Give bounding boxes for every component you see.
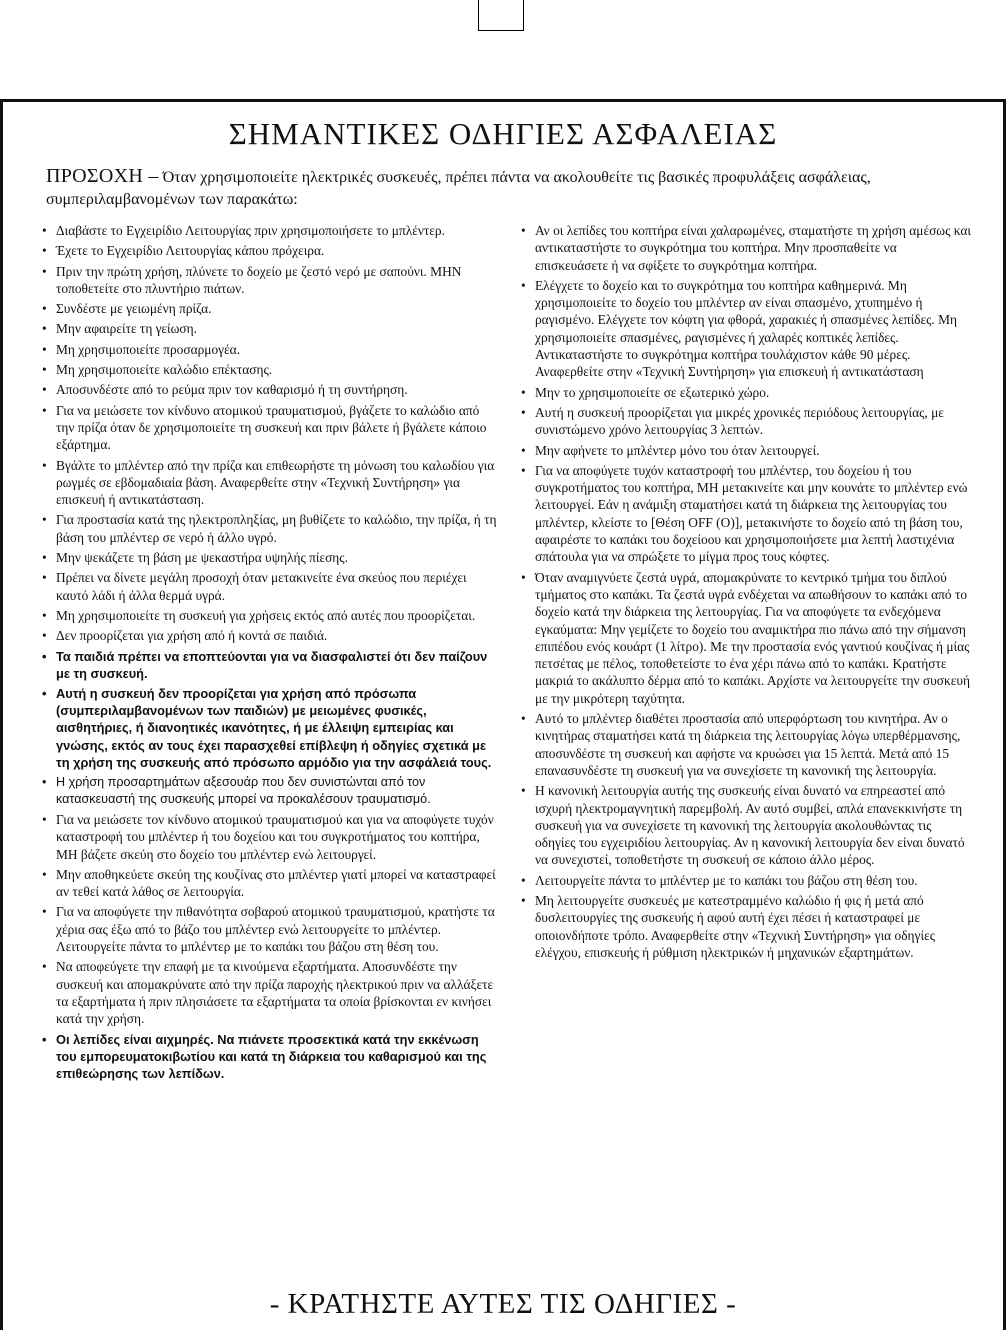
list-item: • Συνδέστε με γειωμένη πρίζα. [37, 300, 499, 317]
footer-keep-instructions: - ΚΡΑΤΗΣΤΕ ΑΥΤΕΣ ΤΙΣ ΟΔΗΓΙΕΣ - [269, 1288, 737, 1320]
list-item: • Έχετε το Εγχειρίδιο Λειτουργίας κάπου πρόχειρα. [37, 242, 499, 259]
list-item: • Μη λειτουργείτε συσκευές με κατεστραμμένο καλώδιο ή φις ή μετά από δυσλειτουργίες της συσκευής ή αφού αυτή έχει πέσει ή καταστραφεί με οποιονδήποτε τρόπο. Αναφερθείτε στην «Τεχνική Συντήρηση» για οδηγίες ελέγχου, επισκευής ή ρύθμιση ηλεκτρικών ή μηχανικών εξαρτημάτων. [516, 892, 972, 961]
list-item: • Για να μειώσετε τον κίνδυνο ατομικού τραυματισμού, βγάζετε το καλώδιο από την πρίζα όταν δε χρησιμοποιείτε τη συσκευή και πριν βάλετε ή βγάλετε κάποιο εξάρτημα. [37, 402, 499, 454]
list-item: • Πριν την πρώτη χρήση, πλύνετε το δοχείο με ζεστό νερό με σαπούνι. ΜΗΝ τοποθετείτε στο πλυντήριο πιάτων. [37, 263, 499, 298]
list-item: • Μην αφαιρείτε τη γείωση. [37, 320, 499, 337]
warning-lead: ΠΡΟΣΟΧΗ – [46, 165, 159, 187]
list-item: • Μη χρησιμοποιείτε καλώδιο επέκτασης. [37, 361, 499, 378]
warning-paragraph [46, 165, 946, 211]
warning-text: Όταν χρησιμοποιείτε ηλεκτρικές συσκευές, πρέπει πάντα να ακολουθείτε τις βασικές προφυλάξεις ασφάλειας, συμπεριλαμβανομένων των παρακάτω: [46, 169, 871, 208]
list-item: • Αυτή η συσκευή προορίζεται για μικρές χρονικές περιόδους λειτουργίας, με συνιστώμενο χρόνο λειτουργίας 3 λεπτών. [516, 404, 972, 439]
list-item: • Βγάλτε το μπλέντερ από την πρίζα και επιθεωρήστε τη μόνωση του καλωδίου για ρωγμές σε εβδομαδιαία βάση. Αναφερθείτε στην «Τεχνική Συντήρηση» για επισκευή ή αντικατάσταση. [37, 457, 499, 509]
list-item: • Αν οι λεπίδες του κοπτήρα είναι χαλαρωμένες, σταματήστε τη χρήση αμέσως και αντικαταστήστε το συγκρότημα του κοπτήρα. Μην προσπαθείτε να επισκευάσετε ή να σφίξετε το συγκρότημα κοπτήρα. [516, 222, 972, 274]
list-item: • Η κανονική λειτουργία αυτής της συσκευής είναι δυνατό να επηρεαστεί από ισχυρή ηλεκτρομαγνητική παρεμβολή. Αν αυτό συμβεί, απλά επανεκκινήστε τη συσκευή για να συνεχίσετε τη κανονική της λειτουργία ακολουθώντας τις οδηγίες του εγχειριδίου λειτουργίας. Αν η κανονική λειτουργία δεν είναι δυνατό να συνεχιστεί, τοποθετήστε τη συσκευή σε κάποιο άλλο μέρος. [516, 782, 972, 868]
list-item: • Αυτό το μπλέντερ διαθέτει προστασία από υπερφόρτωση του κινητήρα. Αν ο κινητήρας σταματήσει κατά τη διάρκεια της λειτουργίας λόγω υπερθέρμανσης, αποσυνδέστε τη συσκευή και αφήστε να κρυώσει για 15 λεπτά. Μετά από 15 επανασυνδέστε τη συσκευή για να συνεχίσετε τη κανονική της λειτουργία. [516, 710, 972, 779]
page-title: ΣΗΜΑΝΤΙΚΕΣ ΟΔΗΓΙΕΣ ΑΣΦΑΛΕΙΑΣ [228, 116, 778, 151]
list-item: • Δεν προορίζεται για χρήση από ή κοντά σε παιδιά. [37, 627, 499, 644]
list-item: • Για προστασία κατά της ηλεκτροπληξίας, μη βυθίζετε το καλώδιο, την πρίζα, ή τη βάση του μπλέντερ σε νερό ή άλλο υγρό. [37, 511, 499, 546]
list-item: • Όταν αναμιγνύετε ζεστά υγρά, απομακρύνατε το κεντρικό τμήμα του διπλού τμήματος στο καπάκι. Τα ζεστά υγρά ενδέχεται να απωθήσουν το καπάκι από το δοχείο κατά την διάρκεια της λειτουργίας. Για να αποφύγετε τα ενδεχόμενα εγκαύματα: Μην γεμίζετε το δοχείο του αναμικτήρα πιο πάνω από την σήμανση επιπέδου ενός κουάρτ (1 λίτρο). Με την προστασία ενός γαντιού κουζίνας ή μίας πετσέτας με πέλος, τοποθετείστε το ένα χέρι πάνω από το καπάκι. Κρατήστε μακριά το ακάλυπτο δέρμα από το καπάκι. Αρχίστε να λειτουργείτε την συσκευή με την μικρότερη ταχύτητα. [516, 569, 972, 707]
list-item: • Για να μειώσετε τον κίνδυνο ατομικού τραυματισμού και για να αποφύγετε τυχόν καταστροφή του μπλέντερ ή του δοχείου και του συγκροτήματος του κοπτήρα, ΜΗ βάζετε σκεύη στο δοχείο του μπλέντερ ενώ λειτουργεί. [37, 811, 499, 863]
list-item: • Διαβάστε το Εγχειρίδιο Λειτουργίας πριν χρησιμοποιήσετε το μπλέντερ. [37, 222, 499, 239]
list-item: • Για να αποφύγετε τυχόν καταστροφή του μπλέντερ, του δοχείου ή του συγκροτήματος του κοπτήρα, ΜΗ μετακινείτε και μην κουνάτε το μπλέντερ ενώ λειτουργεί. Εάν η ανάμιξη σταματήσει κατά τη διάρκεια της λειτουργίας του μπλέντερ, κλείστε το [Θέση OFF (O)], μετακινήστε το δοχείο από τη βάση του, αφαιρέστε το καπάκι του δοχείοου και χρησιμοποιήσετε μια λεπτή λαστιχένια σπάτουλα για να σπρώξετε το μίγμα προς τους κόφτες. [516, 462, 972, 566]
list-item-capabilities-warning: • Αυτή η συσκευή δεν προορίζεται για χρήση από πρόσωπα (συμπεριλαμβανομένων των παιδιών) με μειωμένες φυσικές, αισθητήριες, ή διανοητικές ικανότητες, ή με έλλειψη εμπειρίας και γνώσης, εκτός αν τους έχει παρασχεθεί επίβλεψη ή οδηγίες σχετικά με τη χρήση της συσκευής από πρόσωπο αρμόδιο για την ασφάλειά τους. [37, 685, 499, 771]
right-column-list [516, 222, 972, 964]
list-item: • Μην αφήνετε το μπλέντερ μόνο του όταν λειτουργεί. [516, 442, 972, 459]
list-item-accessories: • Η χρήση προσαρτημάτων αξεσουάρ που δεν συνιστώνται από τον κατασκευαστή της συσκευής μπορεί να προκαλέσουν τραυματισμό. [37, 774, 499, 808]
list-item: • Μη χρησιμοποιείτε τη συσκευή για χρήσεις εκτός από αυτές που προορίζεται. [37, 607, 499, 624]
list-item: • Για να αποφύγετε την πιθανότητα σοβαρού ατομικού τραυματισμού, κρατήστε τα χέρια σας έξω από το βάζο του μπλέντερ ενώ λειτουργείτε το μπλέντερ. Λειτουργείτε πάντα το μπλέντερ με το καπάκι του βάζου στη θέση του. [37, 903, 499, 955]
page-number-box [478, 0, 524, 31]
list-item-children-warning: • Τα παιδιά πρέπει να εποπτεύονται για να διασφαλιστεί ότι δεν παίζουν με τη συσκευή. [37, 648, 499, 682]
list-item: • Λειτουργείτε πάντα το μπλέντερ με το καπάκι του βάζου στη θέση του. [516, 872, 972, 889]
list-item: • Να αποφεύγετε την επαφή με τα κινούμενα εξαρτήματα. Αποσυνδέστε την συσκευή και απομακρύνατε από την πρίζα παροχής ηλεκτρικού πριν να αλλάξετε τα εξαρτήματα ή πριν πλησιάσετε τα εξαρτήματα τα οποία βρίσκονται εν κινήσει κατά την χρήση. [37, 958, 499, 1027]
left-column-list [37, 222, 499, 1085]
list-item: • Αποσυνδέστε από το ρεύμα πριν τον καθαρισμό ή τη συντήρηση. [37, 381, 499, 398]
list-item: • Μη χρησιμοποιείτε προσαρμογέα. [37, 341, 499, 358]
list-item: • Ελέγχετε το δοχείο και το συγκρότημα του κοπτήρα καθημερινά. Μη χρησιμοποιείτε το δοχείο του μπλέντερ αν είναι σπασμένο, χτυπημένο ή ραγισμένο. Ελέγχετε τον κόφτη για φθορά, χαρακιές ή σπασμένες λεπίδες. Μη χρησιμοποιείτε σπασμένες, ραγισμένες ή χαλαρές κοπτικές λεπίδες. Αντικαταστήστε το συγκρότημα κοπτήρα τουλάχιστον κάθε 90 μέρες. Αναφερθείτε στην «Τεχνική Συντήρηση» για επισκευή ή αντικατάσταση [516, 277, 972, 381]
list-item-blades-warning: • Οι λεπίδες είναι αιχμηρές. Να πιάνετε προσεκτικά κατά την εκκένωση του εμπορευματοκιβωτίου και κατά τη διάρκεια του καθαρισμού και της επιθεώρησης των λεπίδων. [37, 1031, 499, 1083]
list-item: • Πρέπει να δίνετε μεγάλη προσοχή όταν μετακινείτε ένα σκεύος που περιέχει καυτό λάδι ή άλλα θερμά υγρά. [37, 569, 499, 604]
list-item: • Μην το χρησιμοποιείτε σε εξωτερικό χώρο. [516, 384, 972, 401]
list-item: • Μην αποθηκεύετε σκεύη της κουζίνας στο μπλέντερ γιατί μπορεί να καταστραφεί αν τεθεί κατά λάθος σε λειτουργία. [37, 866, 499, 901]
list-item: • Μην ψεκάζετε τη βάση με ψεκαστήρα υψηλής πίεσης. [37, 549, 499, 566]
